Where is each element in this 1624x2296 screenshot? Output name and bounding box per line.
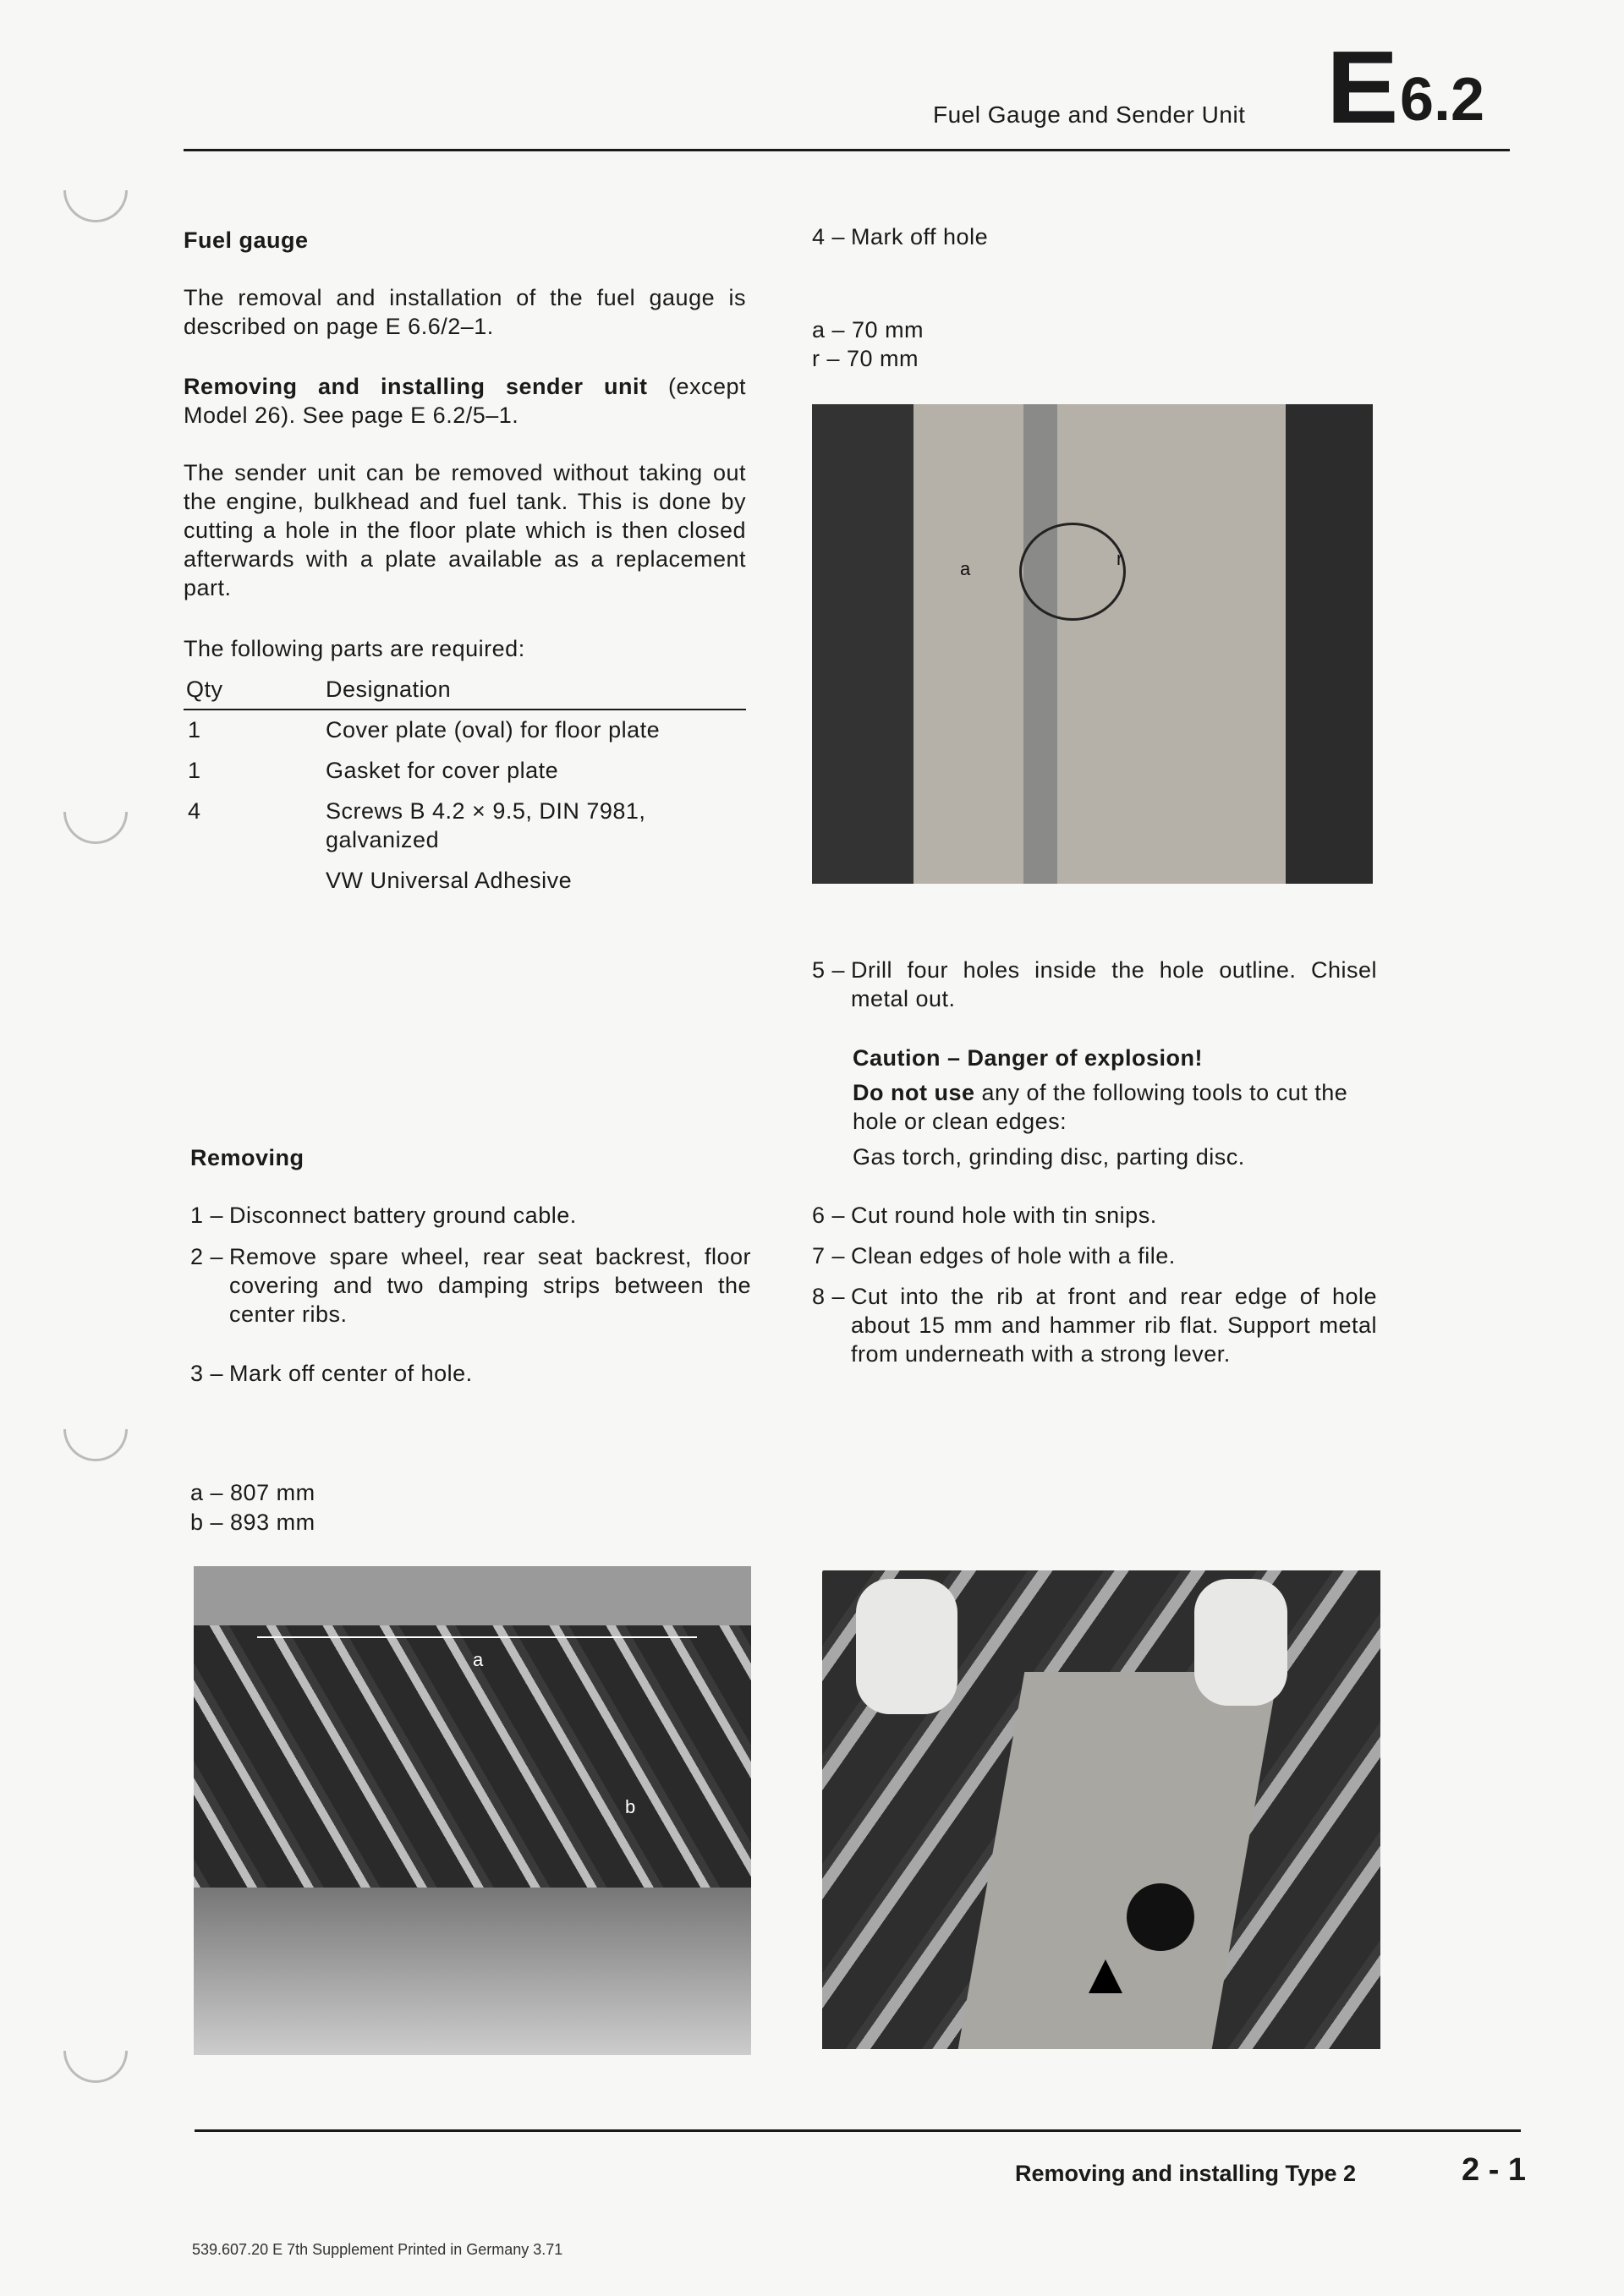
step-number: 4 – [812, 224, 846, 249]
step-4 [812, 222, 1370, 251]
header-rule [184, 149, 1510, 151]
sender-intro [184, 372, 746, 430]
table-rule [184, 709, 746, 710]
step-number: 5 – [812, 957, 846, 983]
sender-paragraph: The sender unit can be removed without taking out the engine, bulkhead and fuel tank. This is done by cutting a hole in the floor plate which is then closed afterwards with a plate available as a replacement part. [184, 460, 746, 600]
qty: 1 [188, 758, 201, 783]
step-number: 3 – [190, 1361, 224, 1386]
caution-tools: Gas torch, grinding disc, parting disc. [853, 1144, 1245, 1170]
step-number: 1 – [190, 1203, 224, 1228]
photo-floor-measurement [194, 1566, 751, 2055]
sender-heading: Removing and installing sender unit [184, 374, 648, 399]
photo-label-b: b [625, 1796, 636, 1817]
removing-heading: Removing [190, 1145, 304, 1170]
section-number: 6.2 [1400, 66, 1485, 134]
step-5 [812, 956, 1377, 1013]
photo-hand-left [856, 1579, 957, 1714]
step-number: 7 – [812, 1243, 846, 1269]
step-number: 8 – [812, 1284, 846, 1309]
photo-door-sill [194, 1888, 751, 2055]
step-7 [812, 1241, 1377, 1270]
step-1 [190, 1201, 751, 1230]
step-text: Mark off hole [851, 224, 989, 249]
imprint: 539.607.20 E 7th Supplement Printed in Germany 3.71 [192, 2241, 563, 2258]
step-number: 2 – [190, 1244, 224, 1269]
header-qty: Qty [186, 677, 223, 702]
photo-seat-edge [194, 1566, 751, 1625]
designation: Gasket for cover plate [326, 758, 559, 783]
step-text: Disconnect battery ground cable. [229, 1203, 577, 1228]
arrow-icon [1089, 1959, 1122, 1993]
step-text: Drill four holes inside the hole outline. Chisel metal out. [851, 957, 1377, 1011]
step-number: 6 – [812, 1203, 846, 1228]
dim-a: a – 807 mm [190, 1480, 315, 1505]
caution-heading: Caution – Danger of explosion! [853, 1045, 1204, 1071]
step-6 [812, 1201, 1377, 1230]
header-title: Fuel Gauge and Sender Unit [933, 101, 1246, 128]
fuel-gauge-text: The removal and installation of the fuel gauge is described on page E 6.6/2–1. [184, 285, 746, 339]
step-3 [190, 1359, 751, 1388]
designation: Screws B 4.2 × 9.5, DIN 7981, galvanized [326, 798, 646, 852]
footer-rule [195, 2129, 1521, 2132]
sender-text: (except Model 26). See page E 6.2/5–1. [184, 374, 746, 428]
step-text: Remove spare wheel, rear seat backrest, floor covering and two damping strips between the center ribs. [229, 1244, 751, 1327]
header-designation: Designation [326, 677, 452, 702]
designation: VW Universal Adhesive [326, 868, 573, 893]
photo-hole-outline [812, 404, 1373, 884]
hole-outline [1019, 523, 1126, 621]
caution-body: any of the following tools to cut the hole or clean edges: [853, 1080, 1348, 1134]
punch-hole-mark [63, 190, 128, 222]
fuel-gauge-heading: Fuel gauge [184, 227, 309, 253]
photo-label-r: r [1116, 548, 1123, 569]
page-number: 2 - 1 [1462, 2152, 1527, 2188]
section-letter: E [1325, 30, 1399, 145]
dim-a: a – 70 mm [812, 317, 924, 342]
punch-hole-mark [63, 812, 128, 844]
photo-label-a: a [960, 558, 971, 579]
qty: 1 [188, 717, 201, 743]
photo-label-a: a [473, 1649, 484, 1670]
dim-r: r – 70 mm [812, 346, 919, 371]
step-text: Cut into the rib at front and rear edge of hole about 15 mm and hammer rib flat. Support metal from underneath with a strong lever. [851, 1284, 1377, 1367]
footer-title: Removing and installing Type 2 [1015, 2161, 1357, 2186]
parts-intro: The following parts are required: [184, 636, 525, 661]
punch-hole-mark [63, 2051, 128, 2083]
step-2 [190, 1242, 751, 1329]
step-8 [812, 1282, 1377, 1368]
photo-rib [1023, 404, 1057, 884]
step-text: Clean edges of hole with a file. [851, 1243, 1176, 1269]
photo-hammer-rib [822, 1570, 1380, 2049]
photo-hand-right [1194, 1579, 1287, 1706]
photo-cut-hole [1127, 1883, 1194, 1951]
step-text: Mark off center of hole. [229, 1361, 473, 1386]
step-text: Cut round hole with tin snips. [851, 1203, 1157, 1228]
dim-b: b – 893 mm [190, 1510, 315, 1535]
caution-bold: Do not use [853, 1080, 975, 1105]
caution-text [853, 1078, 1377, 1136]
designation: Cover plate (oval) for floor plate [326, 717, 661, 743]
qty: 4 [188, 798, 201, 824]
punch-hole-mark [63, 1429, 128, 1461]
dimension-line-a [257, 1636, 697, 1638]
